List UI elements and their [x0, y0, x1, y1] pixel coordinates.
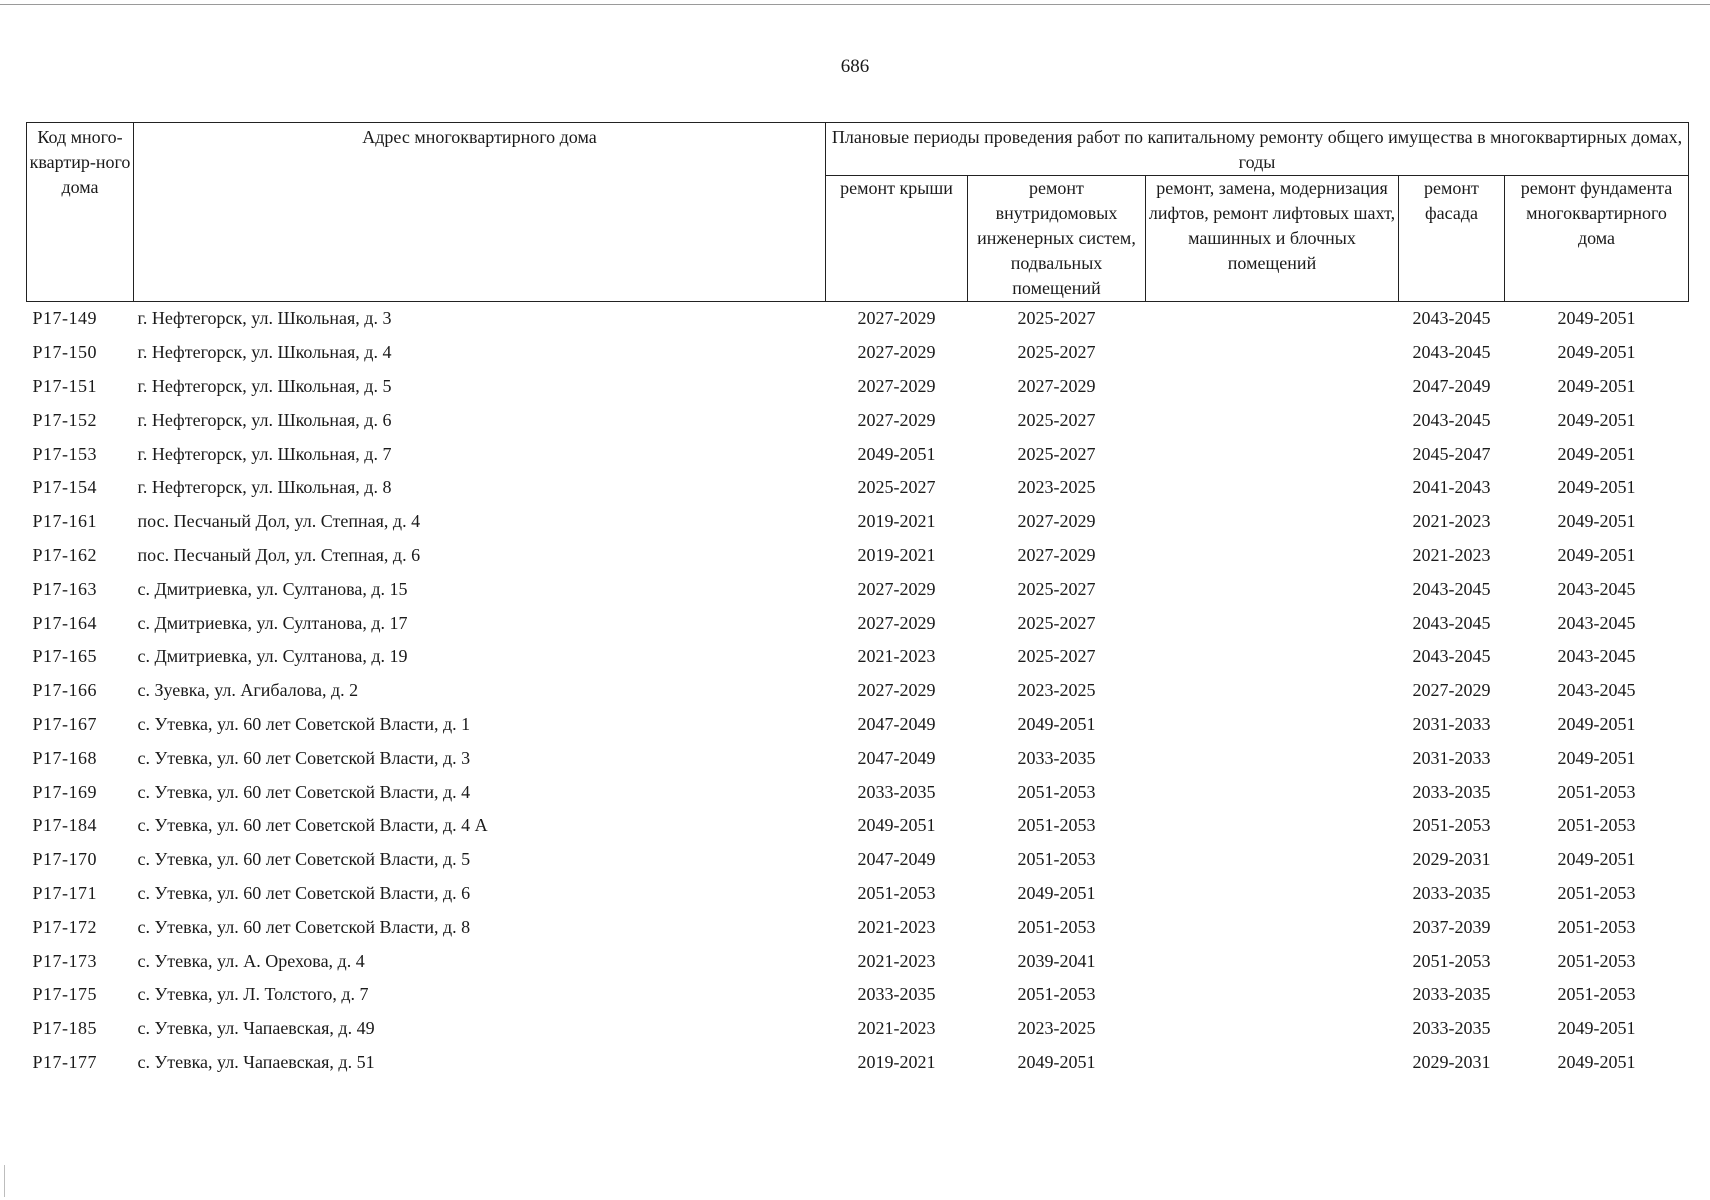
cell-facade: 2051-2053: [1412, 950, 1491, 971]
cell-code: Р17-163: [32, 578, 98, 599]
cell-roof: 2047-2049: [857, 747, 936, 768]
cell-engineering: 2039-2041: [1017, 950, 1096, 971]
header-periods-group: Плановые периоды проведения работ по капитальному ремонту общего имущества в многоквартирных домах, годы: [826, 123, 1689, 176]
cell-address: с. Дмитриевка, ул. Султанова, д. 15: [137, 578, 408, 599]
page-number: 686: [840, 56, 870, 77]
cell-engineering: 2027-2029: [1017, 544, 1096, 565]
cell-engineering: 2051-2053: [1017, 916, 1096, 937]
table-row: [27, 741, 1689, 775]
cell-roof: 2025-2027: [857, 477, 936, 498]
cell-facade: 2043-2045: [1412, 612, 1491, 633]
table-row: [27, 437, 1689, 471]
cell-foundation: 2051-2053: [1557, 916, 1636, 937]
header-engineering: ремонт внутридомовых инженерных систем, подвальных помещений: [968, 176, 1146, 302]
cell-facade: 2043-2045: [1412, 578, 1491, 599]
cell-elevators: [1146, 572, 1399, 606]
cell-engineering: 2033-2035: [1017, 747, 1096, 768]
cell-facade: 2033-2035: [1412, 882, 1491, 903]
cell-address: г. Нефтегорск, ул. Школьная, д. 4: [137, 342, 392, 363]
cell-address: г. Нефтегорск, ул. Школьная, д. 5: [137, 375, 392, 396]
cell-foundation: 2049-2051: [1557, 342, 1636, 363]
table-row: [27, 809, 1689, 843]
cell-facade: 2043-2045: [1412, 308, 1491, 329]
table-row: [27, 640, 1689, 674]
cell-roof: 2047-2049: [857, 713, 936, 734]
cell-engineering: 2049-2051: [1017, 1051, 1096, 1072]
cell-code: Р17-154: [32, 477, 98, 498]
cell-elevators: [1146, 843, 1399, 877]
cell-facade: 2021-2023: [1412, 544, 1491, 565]
cell-foundation: 2049-2051: [1557, 308, 1636, 329]
cell-code: Р17-150: [32, 342, 98, 363]
cell-elevators: [1146, 302, 1399, 336]
header-roof: ремонт крыши: [826, 176, 968, 302]
cell-engineering: 2051-2053: [1017, 781, 1096, 802]
cell-foundation: 2043-2045: [1557, 612, 1636, 633]
cell-elevators: [1146, 370, 1399, 404]
table-row: [27, 505, 1689, 539]
cell-roof: 2049-2051: [857, 443, 936, 464]
cell-engineering: 2025-2027: [1017, 612, 1096, 633]
cell-engineering: 2051-2053: [1017, 984, 1096, 1005]
table-row: [27, 775, 1689, 809]
cell-facade: 2041-2043: [1412, 477, 1491, 498]
cell-engineering: 2025-2027: [1017, 409, 1096, 430]
cell-elevators: [1146, 640, 1399, 674]
cell-foundation: 2049-2051: [1557, 511, 1636, 532]
cell-roof: 2027-2029: [857, 680, 936, 701]
cell-elevators: [1146, 1012, 1399, 1046]
header-address: Адрес многоквартирного дома: [134, 123, 826, 302]
cell-address: с. Утевка, ул. Чапаевская, д. 51: [137, 1051, 375, 1072]
cell-elevators: [1146, 910, 1399, 944]
cell-address: с. Утевка, ул. Л. Толстого, д. 7: [137, 984, 369, 1005]
cell-facade: 2033-2035: [1412, 781, 1491, 802]
cell-foundation: 2043-2045: [1557, 680, 1636, 701]
cell-address: пос. Песчаный Дол, ул. Степная, д. 4: [137, 511, 421, 532]
cell-roof: 2033-2035: [857, 984, 936, 1005]
cell-code: Р17-173: [32, 950, 98, 971]
cell-address: с. Дмитриевка, ул. Султанова, д. 19: [137, 646, 408, 667]
cell-roof: 2019-2021: [857, 1051, 936, 1072]
cell-roof: 2027-2029: [857, 342, 936, 363]
cell-code: Р17-166: [32, 680, 98, 701]
cell-foundation: 2049-2051: [1557, 544, 1636, 565]
cell-address: с. Утевка, ул. 60 лет Советской Власти, д. 8: [137, 916, 471, 937]
cell-engineering: 2023-2025: [1017, 1018, 1096, 1039]
cell-code: Р17-153: [32, 443, 98, 464]
cell-code: Р17-185: [32, 1018, 98, 1039]
cell-foundation: 2051-2053: [1557, 950, 1636, 971]
cell-elevators: [1146, 437, 1399, 471]
table-row: [27, 708, 1689, 742]
cell-engineering: 2027-2029: [1017, 375, 1096, 396]
cell-foundation: 2049-2051: [1557, 375, 1636, 396]
table-row: [27, 1046, 1689, 1080]
cell-elevators: [1146, 1046, 1399, 1080]
cell-elevators: [1146, 606, 1399, 640]
cell-facade: 2031-2033: [1412, 747, 1491, 768]
table-row: [27, 944, 1689, 978]
cell-address: г. Нефтегорск, ул. Школьная, д. 3: [137, 308, 392, 329]
cell-address: с. Утевка, ул. 60 лет Советской Власти, д. 5: [137, 849, 471, 870]
cell-code: Р17-169: [32, 781, 98, 802]
cell-code: Р17-170: [32, 849, 98, 870]
cell-facade: 2031-2033: [1412, 713, 1491, 734]
cell-roof: 2033-2035: [857, 781, 936, 802]
cell-elevators: [1146, 505, 1399, 539]
cell-facade: 2043-2045: [1412, 342, 1491, 363]
table-row: [27, 843, 1689, 877]
cell-facade: 2029-2031: [1412, 849, 1491, 870]
table-row: [27, 302, 1689, 336]
cell-elevators: [1146, 539, 1399, 573]
header-foundation: ремонт фундамента многоквартирного дома: [1505, 176, 1689, 302]
cell-code: Р17-152: [32, 409, 98, 430]
cell-facade: 2021-2023: [1412, 511, 1491, 532]
cell-foundation: 2049-2051: [1557, 409, 1636, 430]
cell-engineering: 2025-2027: [1017, 646, 1096, 667]
header-code: Код много-квартир-ного дома: [27, 123, 134, 302]
cell-code: Р17-164: [32, 612, 98, 633]
cell-foundation: 2049-2051: [1557, 849, 1636, 870]
cell-address: пос. Песчаный Дол, ул. Степная, д. 6: [137, 544, 421, 565]
cell-address: с. Утевка, ул. А. Орехова, д. 4: [137, 950, 365, 971]
cell-address: г. Нефтегорск, ул. Школьная, д. 7: [137, 443, 392, 464]
cell-facade: 2033-2035: [1412, 1018, 1491, 1039]
cell-elevators: [1146, 978, 1399, 1012]
cell-roof: 2049-2051: [857, 815, 936, 836]
cell-address: с. Утевка, ул. 60 лет Советской Власти, д. 1: [137, 713, 471, 734]
cell-address: г. Нефтегорск, ул. Школьная, д. 8: [137, 477, 392, 498]
cell-facade: 2037-2039: [1412, 916, 1491, 937]
header-row-top: [27, 123, 1689, 176]
cell-facade: 2051-2053: [1412, 815, 1491, 836]
cell-code: Р17-162: [32, 544, 98, 565]
cell-code: Р17-149: [32, 308, 98, 329]
cell-foundation: 2051-2053: [1557, 781, 1636, 802]
cell-roof: 2021-2023: [857, 646, 936, 667]
cell-roof: 2019-2021: [857, 544, 936, 565]
cell-roof: 2051-2053: [857, 882, 936, 903]
cell-roof: 2021-2023: [857, 916, 936, 937]
cell-roof: 2021-2023: [857, 1018, 936, 1039]
cell-roof: 2027-2029: [857, 308, 936, 329]
repair-schedule-table: [26, 122, 1689, 1079]
table-row: [27, 910, 1689, 944]
cell-elevators: [1146, 741, 1399, 775]
cell-elevators: [1146, 775, 1399, 809]
cell-address: с. Зуевка, ул. Агибалова, д. 2: [137, 680, 359, 701]
table-row: [27, 978, 1689, 1012]
cell-address: с. Утевка, ул. 60 лет Советской Власти, д. 3: [137, 747, 471, 768]
cell-engineering: 2023-2025: [1017, 680, 1096, 701]
cell-code: Р17-172: [32, 916, 98, 937]
cell-facade: 2043-2045: [1412, 409, 1491, 430]
cell-address: с. Утевка, ул. Чапаевская, д. 49: [137, 1018, 375, 1039]
cell-elevators: [1146, 471, 1399, 505]
cell-elevators: [1146, 809, 1399, 843]
cell-foundation: 2049-2051: [1557, 443, 1636, 464]
cell-foundation: 2051-2053: [1557, 882, 1636, 903]
cell-roof: 2047-2049: [857, 849, 936, 870]
cell-facade: 2029-2031: [1412, 1051, 1491, 1072]
cell-foundation: 2043-2045: [1557, 578, 1636, 599]
scan-margin-mark: [4, 1165, 5, 1197]
cell-facade: 2047-2049: [1412, 375, 1491, 396]
header-elevators: ремонт, замена, модернизация лифтов, ремонт лифтовых шахт, машинных и блочных помещений: [1146, 176, 1399, 302]
table-row: [27, 336, 1689, 370]
cell-code: Р17-168: [32, 747, 98, 768]
cell-elevators: [1146, 674, 1399, 708]
cell-elevators: [1146, 708, 1399, 742]
cell-code: Р17-171: [32, 882, 98, 903]
cell-engineering: 2023-2025: [1017, 477, 1096, 498]
cell-engineering: 2025-2027: [1017, 578, 1096, 599]
cell-roof: 2021-2023: [857, 950, 936, 971]
cell-facade: 2045-2047: [1412, 443, 1491, 464]
cell-roof: 2027-2029: [857, 578, 936, 599]
cell-engineering: 2025-2027: [1017, 342, 1096, 363]
cell-foundation: 2051-2053: [1557, 984, 1636, 1005]
table-row: [27, 572, 1689, 606]
cell-code: Р17-161: [32, 511, 98, 532]
cell-foundation: 2049-2051: [1557, 1051, 1636, 1072]
cell-engineering: 2051-2053: [1017, 849, 1096, 870]
cell-foundation: 2049-2051: [1557, 747, 1636, 768]
cell-roof: 2027-2029: [857, 375, 936, 396]
cell-code: Р17-184: [32, 815, 98, 836]
cell-foundation: 2049-2051: [1557, 1018, 1636, 1039]
cell-engineering: 2051-2053: [1017, 815, 1096, 836]
cell-address: с. Дмитриевка, ул. Султанова, д. 17: [137, 612, 408, 633]
cell-elevators: [1146, 403, 1399, 437]
header-facade: ремонт фасада: [1399, 176, 1505, 302]
cell-address: г. Нефтегорск, ул. Школьная, д. 6: [137, 409, 392, 430]
cell-code: Р17-177: [32, 1051, 98, 1072]
table-row: [27, 674, 1689, 708]
cell-engineering: 2027-2029: [1017, 511, 1096, 532]
cell-foundation: 2051-2053: [1557, 815, 1636, 836]
cell-roof: 2027-2029: [857, 612, 936, 633]
cell-engineering: 2049-2051: [1017, 713, 1096, 734]
cell-foundation: 2049-2051: [1557, 713, 1636, 734]
cell-elevators: [1146, 336, 1399, 370]
cell-facade: 2043-2045: [1412, 646, 1491, 667]
cell-facade: 2033-2035: [1412, 984, 1491, 1005]
cell-foundation: 2043-2045: [1557, 646, 1636, 667]
cell-code: Р17-167: [32, 713, 98, 734]
cell-code: Р17-175: [32, 984, 98, 1005]
table-row: [27, 877, 1689, 911]
cell-code: Р17-165: [32, 646, 98, 667]
cell-elevators: [1146, 944, 1399, 978]
table-row: [27, 471, 1689, 505]
table-row: [27, 539, 1689, 573]
cell-elevators: [1146, 877, 1399, 911]
cell-facade: 2027-2029: [1412, 680, 1491, 701]
cell-engineering: 2025-2027: [1017, 308, 1096, 329]
table-row: [27, 1012, 1689, 1046]
cell-engineering: 2049-2051: [1017, 882, 1096, 903]
scan-edge-line: [0, 4, 1710, 5]
cell-roof: 2019-2021: [857, 511, 936, 532]
cell-foundation: 2049-2051: [1557, 477, 1636, 498]
cell-address: с. Утевка, ул. 60 лет Советской Власти, д. 4: [137, 781, 471, 802]
cell-roof: 2027-2029: [857, 409, 936, 430]
table-row: [27, 370, 1689, 404]
cell-address: с. Утевка, ул. 60 лет Советской Власти, д. 4 А: [137, 815, 488, 836]
cell-address: с. Утевка, ул. 60 лет Советской Власти, д. 6: [137, 882, 471, 903]
cell-engineering: 2025-2027: [1017, 443, 1096, 464]
table-body: [27, 302, 1689, 1080]
table-row: [27, 606, 1689, 640]
table-header: [27, 123, 1689, 302]
table-row: [27, 403, 1689, 437]
cell-code: Р17-151: [32, 375, 98, 396]
